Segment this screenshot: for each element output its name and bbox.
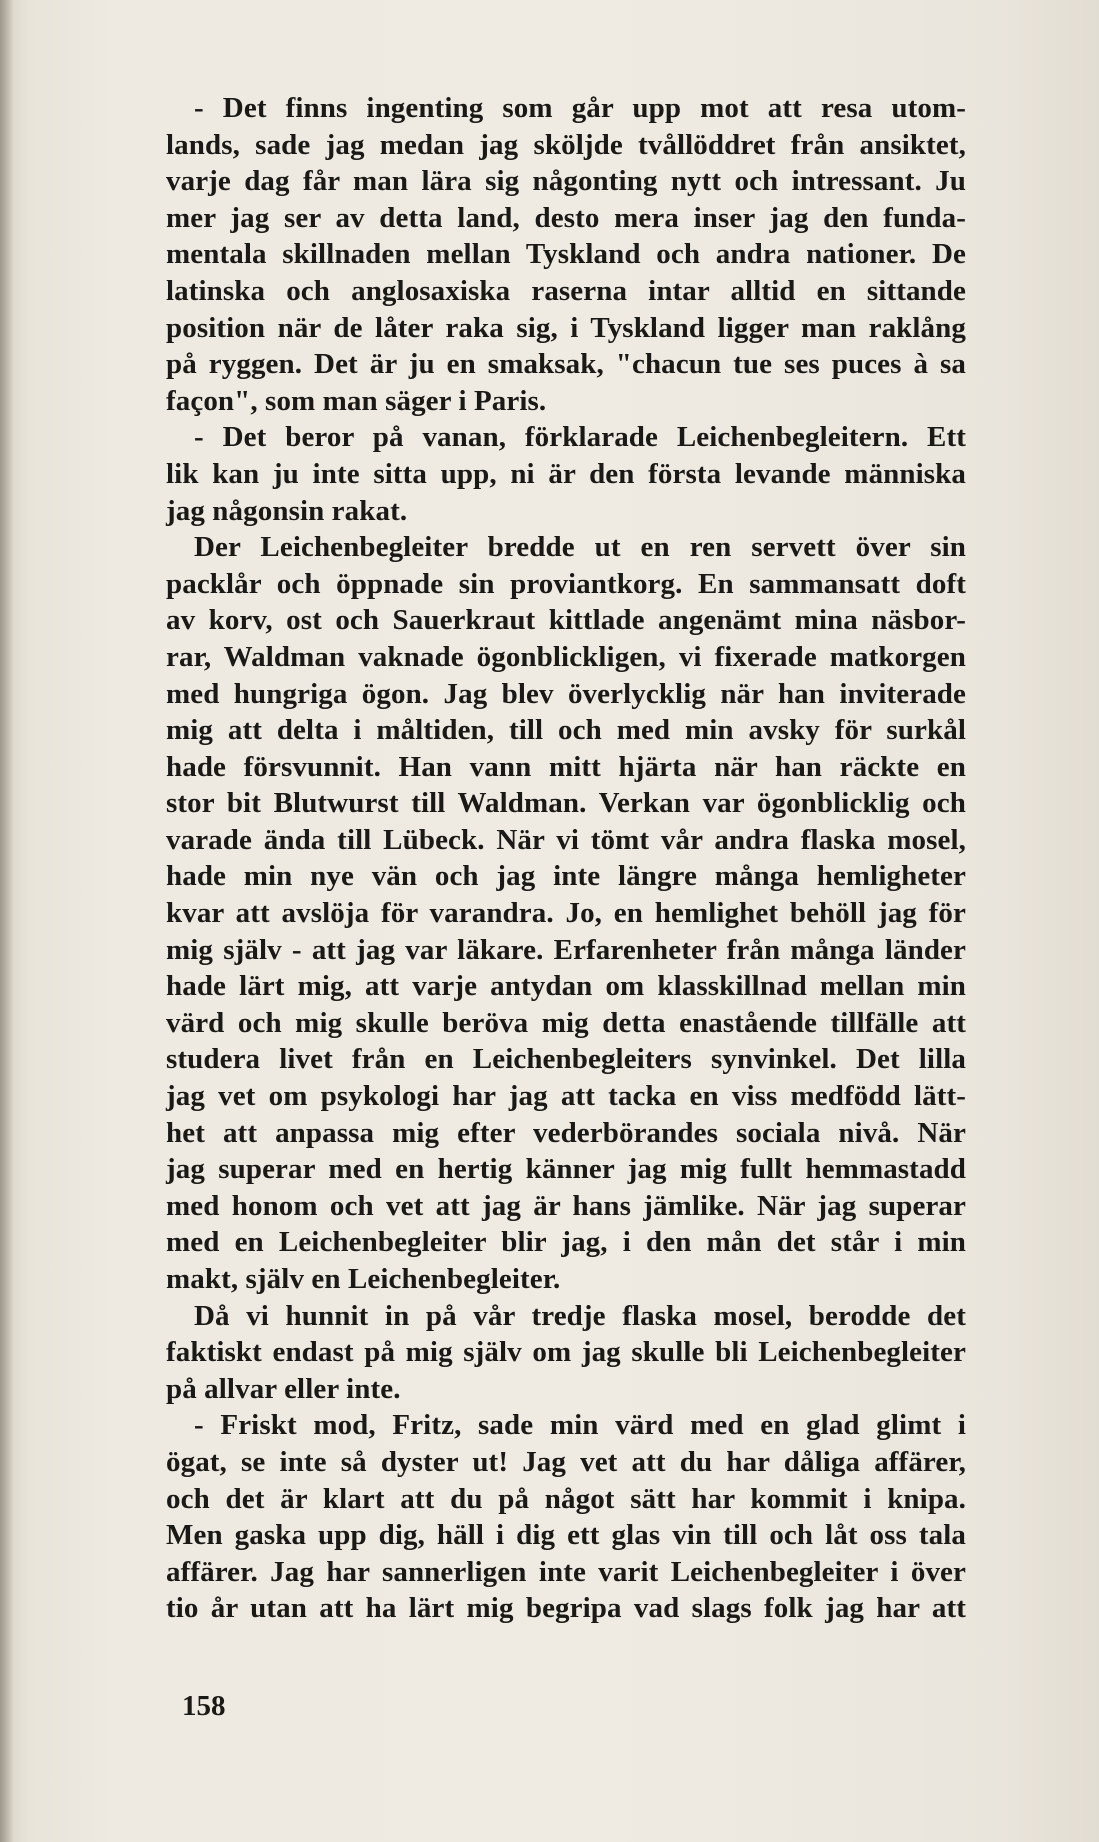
text-line: på allvar eller inte. bbox=[166, 1372, 401, 1405]
text-line: het att anpassa mig efter vederbörandes sociala nivå. När bbox=[166, 1116, 966, 1149]
text-line: jag någonsin rakat. bbox=[166, 494, 408, 527]
text-line: på ryggen. Det är ju en smaksak, "chacun tue ses puces à sa bbox=[166, 348, 966, 381]
text-line: hade lärt mig, att varje antydan om klasskillnad mellan min bbox=[166, 970, 966, 1003]
text-line: mer jag ser av detta land, desto mera inser jag den funda- bbox=[166, 201, 966, 234]
text-line: tio år utan att ha lärt mig begripa vad slags folk jag har att bbox=[166, 1592, 966, 1625]
text-line: med hungriga ögon. Jag blev överlycklig när han inviterade bbox=[166, 677, 966, 710]
text-line: mig att delta i måltiden, till och med min avsky för surkål bbox=[166, 714, 966, 747]
text-line: hade försvunnit. Han vann mitt hjärta när han räckte en bbox=[166, 750, 966, 783]
gutter-shadow bbox=[0, 0, 14, 1842]
text-line: ögat, se inte så dyster ut! Jag vet att du har dåliga affärer, bbox=[166, 1445, 966, 1478]
text-line: jag superar med en hertig känner jag mig fullt hemmastadd bbox=[166, 1153, 966, 1186]
text-line: - Friskt mod, Fritz, sade min värd med en glad glimt i bbox=[194, 1409, 966, 1442]
text-line: lands, sade jag medan jag sköljde tvållöddret från ansiktet, bbox=[166, 128, 966, 161]
text-line: Då vi hunnit in på vår tredje flaska mosel, berodde det bbox=[194, 1299, 966, 1332]
text-line: - Det finns ingenting som går upp mot att resa utom- bbox=[194, 92, 966, 124]
text-line: - Det beror på vanan, förklarade Leichenbegleitern. Ett bbox=[194, 421, 966, 454]
paragraph bbox=[166, 419, 966, 529]
paragraph bbox=[166, 90, 966, 419]
text-line: packlår och öppnade sin proviantkorg. En sammansatt doft bbox=[166, 567, 966, 600]
text-line: och det är klart att du på något sätt har kommit i knipa. bbox=[166, 1482, 966, 1515]
text-line: mentala skillnaden mellan Tyskland och andra nationer. De bbox=[166, 238, 966, 271]
text-line: med honom och vet att jag är hans jämlike. När jag superar bbox=[166, 1189, 966, 1222]
text-line: hade min nye vän och jag inte längre många hemligheter bbox=[166, 860, 966, 893]
text-line: studera livet från en Leichenbegleiters synvinkel. Det lilla bbox=[166, 1043, 966, 1076]
text-line: kvar att avslöja för varandra. Jo, en hemlighet behöll jag för bbox=[166, 897, 966, 930]
paragraph bbox=[166, 1298, 966, 1408]
text-line: Men gaska upp dig, häll i dig ett glas vin till och låt oss tala bbox=[166, 1519, 966, 1552]
text-line: latinska och anglosaxiska raserna intar alltid en sittande bbox=[166, 274, 966, 307]
page-number: 158 bbox=[182, 1690, 226, 1722]
text-line: makt, själv en Leichenbegleiter. bbox=[166, 1263, 561, 1295]
text-line: Der Leichenbegleiter bredde ut en ren servett över sin bbox=[194, 531, 966, 564]
text-line: faktiskt endast på mig själv om jag skulle bli Leichenbegleiter bbox=[166, 1336, 966, 1369]
text-line: varje dag får man lära sig någonting nytt och intressant. Ju bbox=[166, 165, 966, 198]
text-line: stor bit Blutwurst till Waldman. Verkan var ögonblicklig och bbox=[166, 787, 966, 820]
text-line: façon", som man säger i Paris. bbox=[166, 384, 547, 417]
text-line: rar, Waldman vaknade ögonblickligen, vi fixerade matkorgen bbox=[166, 640, 966, 673]
text-line: med en Leichenbegleiter blir jag, i den mån det står i min bbox=[166, 1226, 966, 1259]
text-line: värd och mig skulle beröva mig detta enastående tillfälle att bbox=[166, 1006, 966, 1039]
body-text bbox=[166, 90, 966, 1627]
text-line: av korv, ost och Sauerkraut kittlade angenämt mina näsbor- bbox=[166, 604, 966, 637]
paragraph bbox=[166, 1407, 966, 1627]
paragraph bbox=[166, 529, 966, 1297]
text-line: mig själv - att jag var läkare. Erfarenheter från många länder bbox=[166, 933, 966, 966]
text-line: lik kan ju inte sitta upp, ni är den första levande människa bbox=[166, 457, 966, 490]
text-line: varade ända till Lübeck. När vi tömt vår andra flaska mosel, bbox=[166, 823, 966, 856]
text-line: jag vet om psykologi har jag att tacka en viss medfödd lätt- bbox=[166, 1080, 966, 1113]
text-line: affärer. Jag har sannerligen inte varit Leichenbegleiter i över bbox=[166, 1555, 966, 1588]
text-line: position när de låter raka sig, i Tyskland ligger man raklång bbox=[166, 311, 966, 344]
